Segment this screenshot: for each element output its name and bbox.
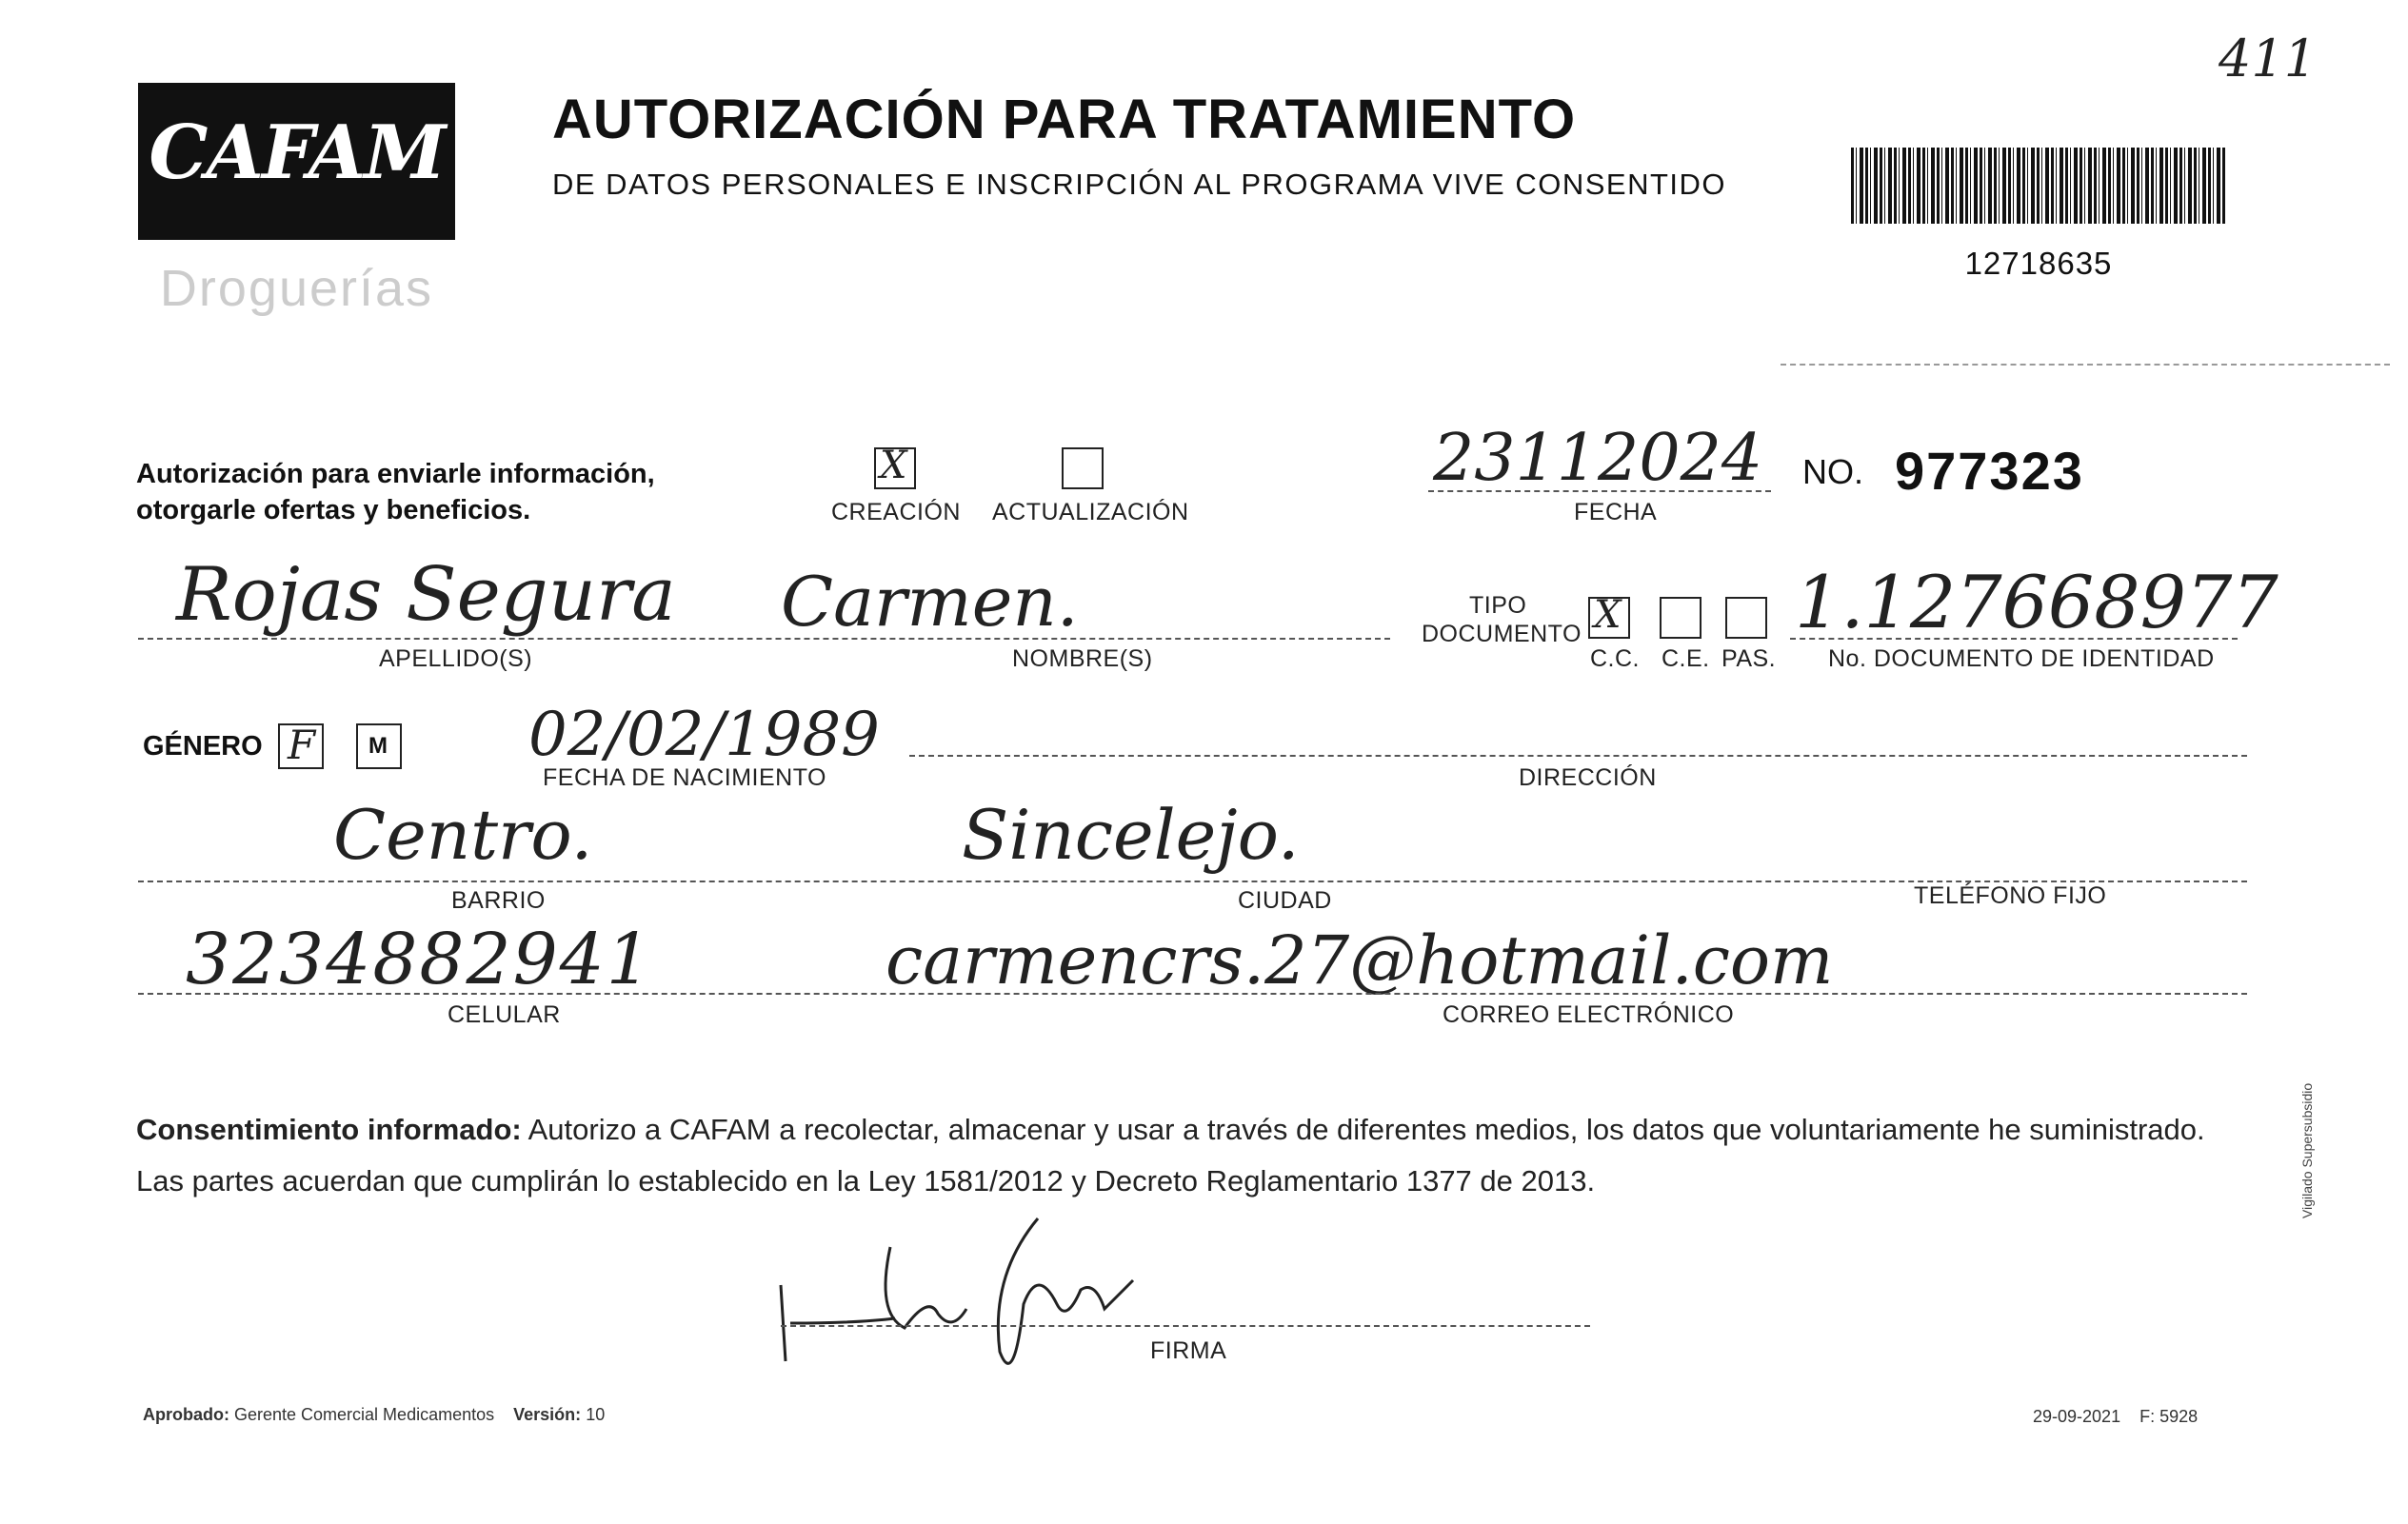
barcode — [1851, 148, 2226, 224]
consent-heading: Consentimiento informado: — [136, 1113, 522, 1146]
direccion-line — [909, 755, 2247, 757]
apellidos-value: Rojas Segura — [176, 552, 676, 638]
celular-label: CELULAR — [448, 1001, 561, 1028]
fecha-line — [1428, 490, 1771, 492]
genero-m-checkbox[interactable] — [356, 723, 402, 769]
celular-correo-line — [138, 993, 2247, 995]
signature-drawing — [762, 1190, 1257, 1399]
celular-value: 3234882941 — [186, 919, 653, 1000]
documento-line — [1790, 638, 2238, 640]
documento-label: DOCUMENTO — [1422, 621, 1582, 647]
footer-form-code: F: 5928 — [2139, 1407, 2199, 1426]
correo-label: CORREO ELECTRÓNICO — [1443, 1001, 1735, 1028]
genero-m-label: M — [368, 733, 388, 759]
nombres-label: NOMBRE(S) — [1012, 645, 1153, 672]
version-value: 10 — [586, 1405, 606, 1424]
genero-f-mark: F — [288, 722, 316, 768]
apellidos-label: APELLIDO(S) — [379, 645, 533, 672]
name-line — [138, 638, 1390, 640]
creacion-mark: X — [880, 444, 907, 487]
logo-subtext: Droguerías — [159, 260, 434, 317]
version-label: Versión: — [513, 1405, 582, 1424]
authorization-text-line1: Autorización para enviarle información, — [136, 459, 655, 489]
direccion-label: DIRECCIÓN — [1519, 764, 1657, 791]
fecha-value: 23112024 — [1433, 421, 1763, 496]
nombres-value: Carmen. — [781, 562, 1079, 642]
no-label: NO. — [1802, 452, 1864, 491]
barcode-number: 12718635 — [1964, 246, 2113, 281]
ciudad-label: CIUDAD — [1238, 887, 1332, 914]
pas-label: PAS. — [1721, 645, 1777, 672]
fecha-label: FECHA — [1574, 499, 1658, 525]
documento-value: 1.127668977 — [1795, 560, 2279, 644]
logo-text: CAFAM — [149, 109, 445, 196]
fecha-nacimiento-label: FECHA DE NACIMIENTO — [543, 764, 826, 791]
aprobado-value: Gerente Comercial Medicamentos — [234, 1405, 495, 1424]
firma-label: FIRMA — [1150, 1337, 1227, 1364]
page-number-handwritten: 411 — [2219, 29, 2318, 89]
cc-checkbox[interactable] — [1588, 593, 1630, 639]
no-value: 977323 — [1895, 441, 2084, 501]
barrio-value: Centro. — [333, 795, 593, 875]
form-title: AUTORIZACIÓN PARA TRATAMIENTO — [552, 89, 1577, 150]
barrio-label: BARRIO — [451, 887, 546, 914]
cc-label: C.C. — [1590, 645, 1640, 672]
footer-approval — [143, 1405, 605, 1425]
authorization-text-line2: otorgarle ofertas y beneficios. — [136, 495, 531, 525]
genero-label: GÉNERO — [143, 731, 263, 762]
documento-id-label: No. DOCUMENTO DE IDENTIDAD — [1828, 645, 2215, 672]
footer-date-code — [2033, 1407, 2198, 1427]
ce-label: C.E. — [1662, 645, 1710, 672]
creacion-checkbox[interactable] — [874, 444, 916, 489]
correo-value: carmencrs.27@hotmail.com — [886, 921, 1834, 1000]
ciudad-value: Sincelejo. — [962, 795, 1300, 875]
creacion-label: CREACIÓN — [831, 499, 961, 525]
consent-text-line1: Autorizo a CAFAM a recolectar, almacenar y usar a través de diferentes medios, los datos que voluntariamente he suministrado. — [527, 1113, 2205, 1146]
form-subtitle: DE DATOS PERSONALES E INSCRIPCIÓN AL PROGRAMA VIVE CONSENTIDO — [552, 168, 1727, 201]
consent-text-line2: Las partes acuerdan que cumplirán lo establecido en la Ley 1581/2012 y Decreto Reglamentario 1377 de 2013. — [136, 1164, 1596, 1197]
fecha-nacimiento-value: 02/02/1989 — [528, 700, 880, 770]
ce-checkbox[interactable] — [1660, 597, 1702, 639]
vigilado-side-text: Vigilado Supersubsidio — [2299, 1082, 2315, 1218]
cc-mark: X — [1594, 593, 1622, 637]
aprobado-label: Aprobado: — [143, 1405, 229, 1424]
firma-line — [781, 1325, 1590, 1327]
telefono-fijo-label: TELÉFONO FIJO — [1914, 882, 2107, 909]
tipo-label: TIPO — [1469, 592, 1527, 619]
actualizacion-checkbox[interactable] — [1062, 447, 1104, 489]
footer-date: 29-09-2021 — [2033, 1407, 2121, 1426]
separator-line — [1781, 364, 2390, 366]
genero-f-checkbox[interactable] — [278, 723, 324, 769]
pas-checkbox[interactable] — [1725, 597, 1767, 639]
cafam-logo — [138, 83, 455, 240]
actualizacion-label: ACTUALIZACIÓN — [992, 499, 1189, 525]
